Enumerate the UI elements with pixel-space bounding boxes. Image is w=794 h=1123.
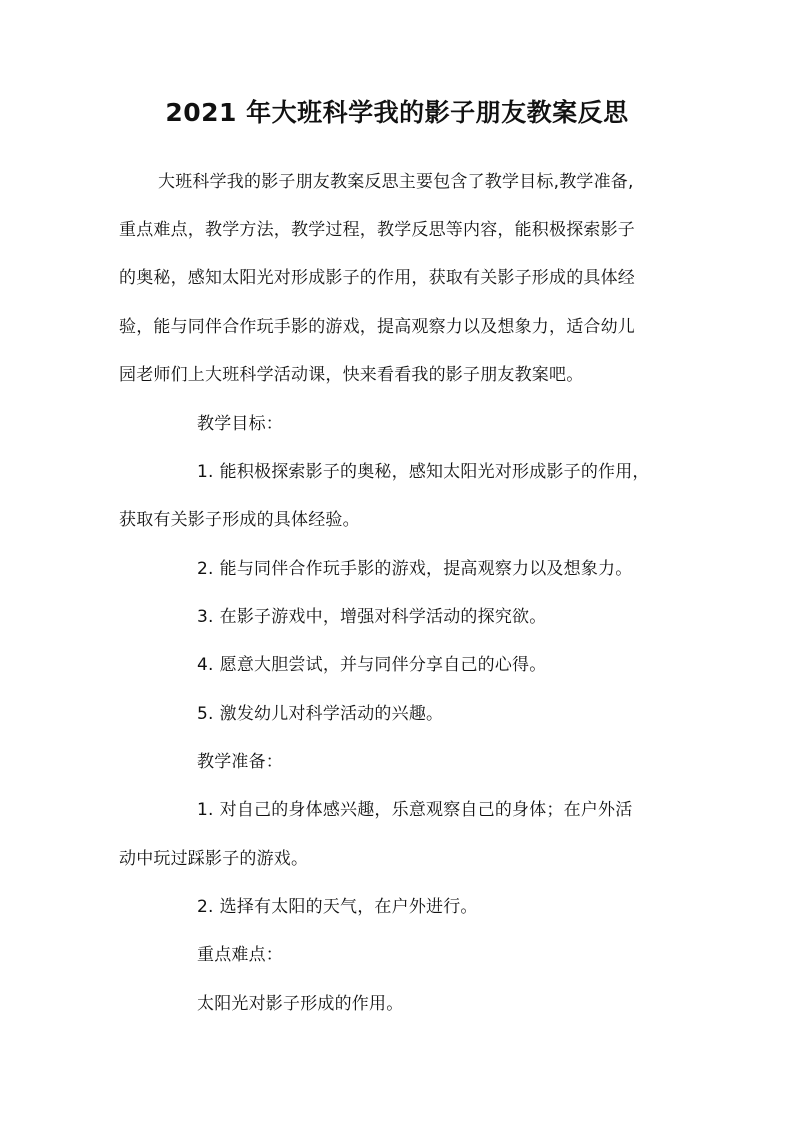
item-number: 2.: [197, 897, 214, 917]
item-text: 能积极探索影子的奥秘，感知太阳光对形成影子的作用，: [219, 462, 650, 482]
preparation-heading: 教学准备：: [197, 752, 283, 772]
intro-line: 的奥秘，感知太阳光对形成影子的作用，获取有关影子形成的具体经: [119, 268, 635, 288]
keypoints-text: 太阳光对影子形成的作用。: [197, 994, 404, 1014]
list-item: [197, 555, 632, 583]
item-text: 愿意大胆尝试，并与同伴分享自己的心得。: [219, 655, 547, 675]
list-item: [197, 893, 478, 921]
item-text: 对自己的身体感兴趣，乐意观察自己的身体；在户外活: [219, 800, 633, 820]
item-text: 选择有太阳的天气，在户外进行。: [219, 897, 478, 917]
item-number: 5.: [197, 704, 214, 724]
list-item: [197, 796, 632, 824]
intro-line: 重点难点，教学方法，教学过程，教学反思等内容，能积极探索影子: [119, 220, 635, 240]
list-item: [197, 700, 443, 728]
item-number: 3.: [197, 607, 214, 627]
item-text: 能与同伴合作玩手影的游戏，提高观察力以及想象力。: [219, 559, 633, 579]
list-item: [197, 651, 546, 679]
item-number: 2.: [197, 559, 214, 579]
intro-line: 验，能与同伴合作玩手影的游戏，提高观察力以及想象力，适合幼儿: [119, 317, 635, 337]
item-number: 4.: [197, 655, 214, 675]
item-text: 在影子游戏中，增强对科学活动的探究欲。: [219, 607, 547, 627]
item-continuation: 获取有关影子形成的具体经验。: [119, 510, 360, 530]
item-number: 1.: [197, 462, 214, 482]
keypoints-heading: 重点难点：: [197, 945, 283, 965]
intro-line: 园老师们上大班科学活动课，快来看看我的影子朋友教案吧。: [119, 365, 584, 385]
document-title: 2021 年大班科学我的影子朋友教案反思: [165, 98, 629, 127]
objectives-heading: 教学目标：: [197, 414, 283, 434]
list-item: [197, 458, 650, 486]
list-item: [197, 603, 546, 631]
item-continuation: 动中玩过踩影子的游戏。: [119, 849, 309, 869]
item-number: 1.: [197, 800, 214, 820]
item-text: 激发幼儿对科学活动的兴趣。: [219, 704, 444, 724]
intro-line: 大班科学我的影子朋友教案反思主要包含了教学目标,教学准备,: [158, 172, 634, 192]
